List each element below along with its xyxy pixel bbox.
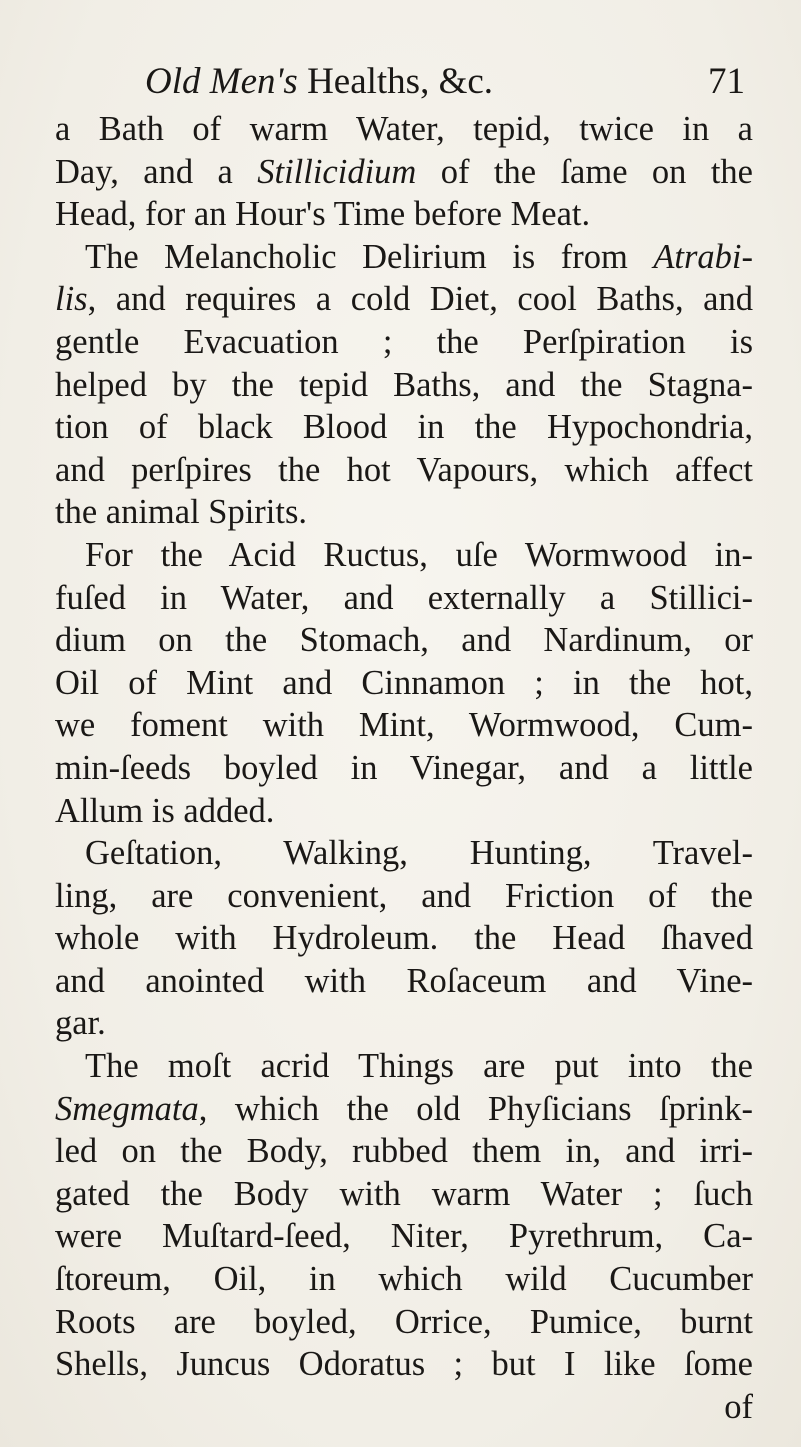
italic-text: Atrabi-: [653, 237, 753, 276]
text-line: [55, 151, 753, 194]
text-line: [55, 491, 753, 534]
text-run: the animal Spirits.: [55, 493, 308, 532]
text-run: and anointed with Roſaceum and Vine-: [55, 961, 753, 1000]
text-run: gated the Body with warm Water ; ſuch: [55, 1174, 753, 1213]
text-run: Day, and a: [55, 152, 258, 191]
text-run: gar.: [55, 1004, 106, 1043]
text-run: tion of black Blood in the Hypochondria,: [55, 408, 753, 447]
text-line: [55, 1045, 753, 1088]
text-line: [55, 1002, 753, 1045]
text-run: Head, for an Hour's Time before Meat.: [55, 195, 591, 234]
text-line: [55, 236, 753, 279]
text-run: Allum is added.: [55, 791, 275, 830]
text-run: For the Acid Ructus, uſe Wormwood in-: [85, 535, 753, 574]
text-run: dium on the Stomach, and Nardinum, or: [55, 621, 753, 660]
text-run: of the ſame on the: [416, 152, 753, 191]
text-line: [55, 619, 753, 662]
text-line: [55, 193, 753, 236]
text-run: of: [724, 1387, 753, 1426]
text-line: [55, 832, 753, 875]
text-line: [55, 1301, 753, 1344]
text-run: Geſtation, Walking, Hunting, Travel-: [85, 834, 753, 873]
body-text: [55, 108, 753, 1428]
text-run: ling, are convenient, and Friction of the: [55, 876, 753, 915]
text-line: [55, 1343, 753, 1386]
text-line: [55, 1258, 753, 1301]
text-run: and perſpires the hot Vapours, which affect: [55, 450, 753, 489]
text-line: [55, 278, 753, 321]
text-line: [55, 662, 753, 705]
text-line: [55, 1130, 753, 1173]
text-run: a Bath of warm Water, tepid, twice in a: [55, 110, 753, 148]
text-run: gentle Evacuation ; the Perſpiration is: [55, 322, 753, 361]
text-line: [55, 449, 753, 492]
text-run: helped by the tepid Baths, and the Stagna-: [55, 365, 753, 404]
text-line: [55, 747, 753, 790]
text-run: were Muſtard-ſeed, Niter, Pyrethrum, Ca-: [55, 1217, 753, 1256]
text-run: led on the Body, rubbed them in, and irri-: [55, 1132, 753, 1171]
text-line: [55, 704, 753, 747]
text-run: Shells, Juncus Odoratus ; but I like ſome: [55, 1345, 753, 1384]
italic-text: Stillicidium: [257, 152, 417, 191]
text-run: min-ſeeds boyled in Vinegar, and a little: [55, 748, 753, 787]
text-run: , and requires a cold Diet, cool Baths, and: [87, 280, 753, 319]
text-line: [55, 364, 753, 407]
text-line: [55, 1173, 753, 1216]
header-title-roman: Healths, &c.: [297, 61, 494, 102]
running-header: [145, 58, 745, 106]
italic-text: lis: [55, 280, 88, 319]
text-line: [55, 321, 753, 364]
text-run: The moſt acrid Things are put into the: [85, 1047, 753, 1086]
text-line: [55, 108, 753, 151]
text-run: The Melancholic Delirium is from: [85, 237, 654, 276]
header-title-italic: Old Men's: [145, 61, 298, 102]
text-run: Roots are boyled, Orrice, Pumice, burnt: [55, 1302, 753, 1341]
text-line: [55, 406, 753, 449]
text-line: [55, 577, 753, 620]
text-line: [55, 875, 753, 918]
text-line: [55, 960, 753, 1003]
text-run: fuſed in Water, and externally a Stillici-: [55, 578, 753, 617]
text-run: Oil of Mint and Cinnamon ; in the hot,: [55, 663, 753, 702]
text-line: [55, 1215, 753, 1258]
text-run: , which the old Phyſicians ſprink-: [198, 1089, 753, 1128]
text-run: whole with Hydroleum. the Head ſhaved: [55, 919, 753, 958]
text-run: ſtoreum, Oil, in which wild Cucumber: [55, 1260, 753, 1299]
text-line: [55, 917, 753, 960]
text-line: [55, 1088, 753, 1131]
italic-text: Smegmata: [55, 1089, 199, 1128]
catchword: [55, 1386, 753, 1429]
text-run: we foment with Mint, Wormwood, Cum-: [55, 706, 753, 745]
text-line: [55, 534, 753, 577]
text-line: [55, 790, 753, 833]
page-number: 71: [708, 61, 745, 102]
